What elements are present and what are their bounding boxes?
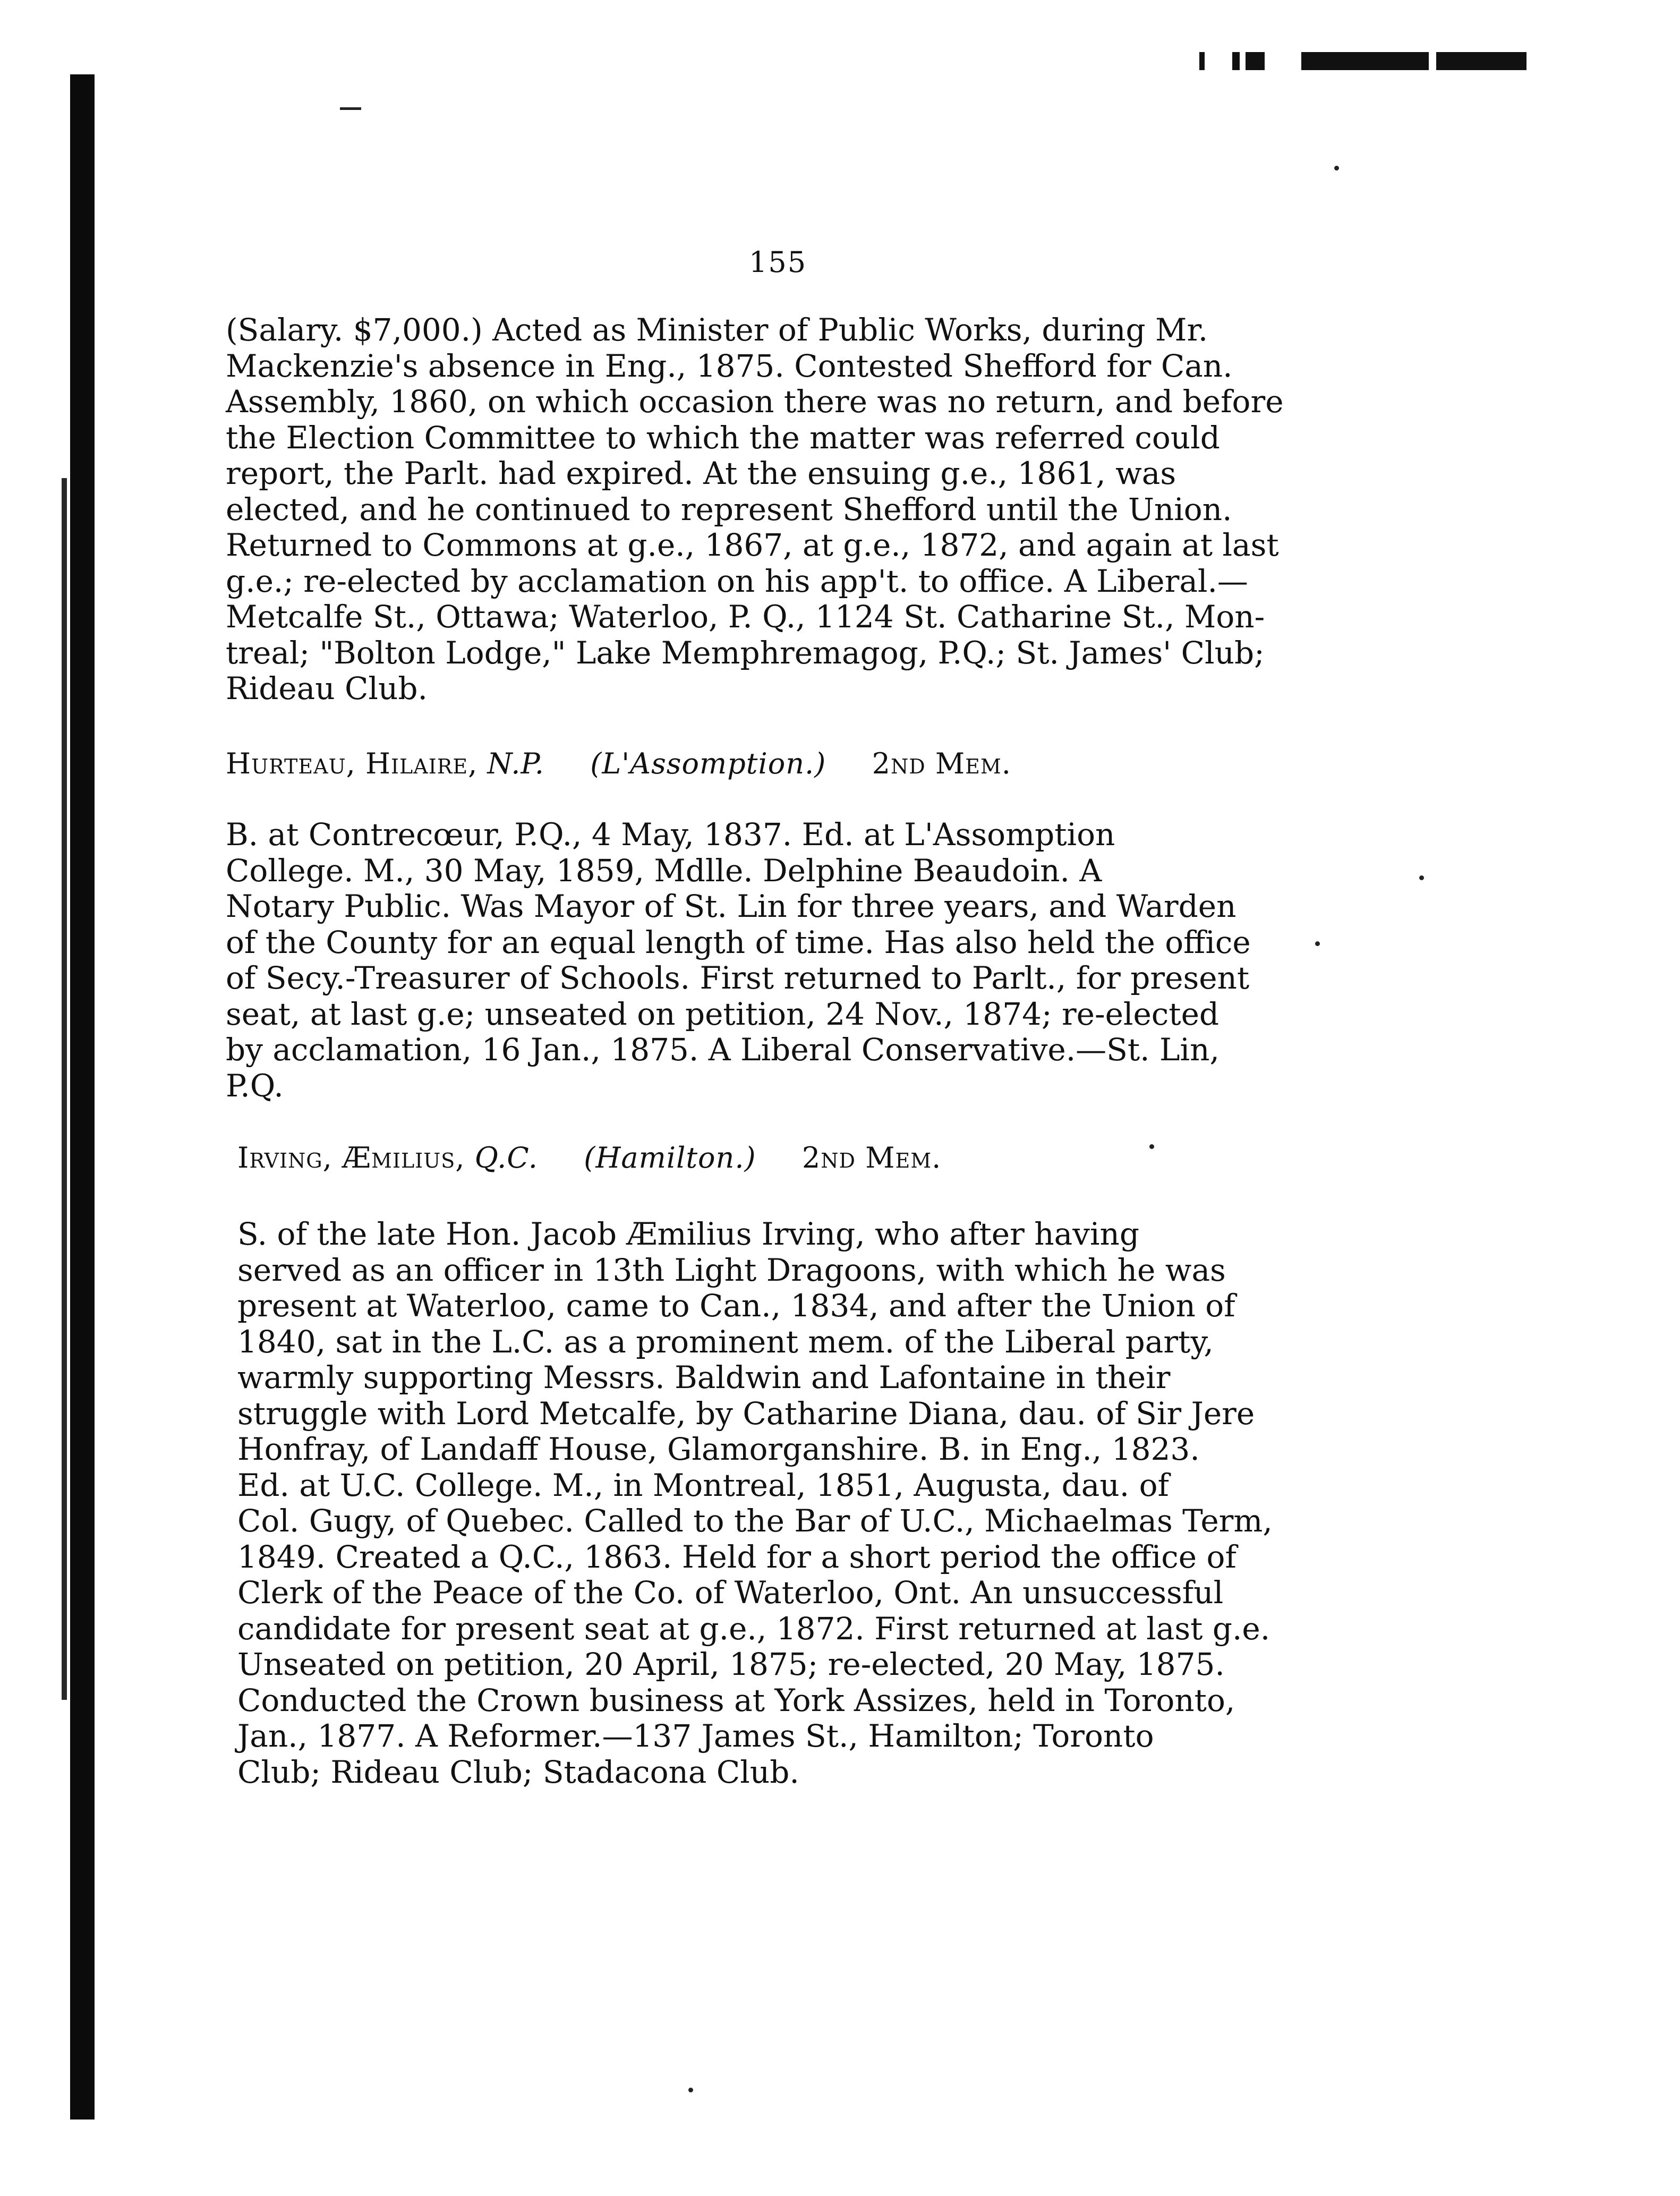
- scan-speck: [1419, 875, 1424, 880]
- scan-dash: [340, 107, 361, 110]
- scan-mark: [1232, 52, 1240, 70]
- entry-title: N.P.: [487, 747, 544, 780]
- scan-mark: [1436, 52, 1527, 70]
- entry-constituency: (Hamilton.): [584, 1141, 756, 1174]
- scan-speck: [688, 2088, 693, 2092]
- scan-mark: [1246, 52, 1265, 70]
- entry-name: Irving, Æmilius,: [237, 1141, 465, 1174]
- entry-text-hurteau: B. at Contrecœur, P.Q., 4 May, 1837. Ed. at L'Assomption College. M., 30 May, 1859, Mdlle. Delphine Beaudoin. A Notary Public. Was Mayor of St. Lin for three years, and Warden of the County for an equal length of time. Has also held the office of Secy.-Treasurer of Schools. First returned to Parlt., for present seat, at last g.e; unseated on petition, 24 Nov., 1874; re-elected by acclamation, 16 Jan., 1875. A Liberal Conservative.—St. Lin, P.Q.: [226, 816, 1251, 1104]
- entry-constituency: (L'Assomption.): [590, 747, 826, 780]
- scan-binding-shadow: [62, 478, 67, 1700]
- entry-continued-text: (Salary. $7,000.) Acted as Minister of Public Works, during Mr. Mackenzie's absence in Eng., 1875. Contested Shefford for Can. Assembly, 1860, on which occasion there was no return, and before the Election Committee to which the matter was referred could report, the Parlt. had expired. At the ensuing g.e., 1861, was elected, and he continued to represent Shefford until the Union. Returned to Commons at g.e., 1867, at g.e., 1872, and again at last g.e.; re-elected by acclamation on his app't. to office. A Liberal.— Metcalfe St., Ottawa; Waterloo, P. Q., 1124 St. Catharine St., Mon- treal; "Bolton Lodge," Lake Memphremagog, P.Q.; St. James' Club; Rideau Club.: [226, 312, 1284, 707]
- entry-heading-hurteau: [226, 747, 1011, 780]
- entry-title: Q.C.: [474, 1141, 538, 1174]
- scan-mark: [1199, 52, 1205, 70]
- scan-speck: [1334, 166, 1339, 171]
- entry-member: 2nd Mem.: [872, 747, 1011, 780]
- entry-member: 2nd Mem.: [801, 1141, 942, 1174]
- scan-mark: [1301, 52, 1429, 70]
- scan-speck: [1149, 1144, 1154, 1149]
- entry-name: Hurteau, Hilaire,: [226, 747, 478, 780]
- entry-heading-irving: [237, 1141, 941, 1174]
- entry-text-irving: S. of the late Hon. Jacob Æmilius Irving, who after having served as an officer in 13th Light Dragoons, with which he was present at Waterloo, came to Can., 1834, and after the Union of 1840, sat in the L.C. as a prominent mem. of the Liberal party, warmly supporting Messrs. Baldwin and Lafontaine in their struggle with Lord Metcalfe, by Catharine Diana, dau. of Sir Jere Honfray, of Landaff House, Glamorganshire. B. in Eng., 1823. Ed. at U.C. College. M., in Montreal, 1851, Augusta, dau. of Col. Gugy, of Quebec. Called to the Bar of U.C., Michaelmas Term, 1849. Created a Q.C., 1863. Held for a short period the office of Clerk of the Peace of the Co. of Waterloo, Ont. An unsuccessful candidate for present seat at g.e., 1872. First returned at last g.e. Unseated on petition, 20 April, 1875; re-elected, 20 May, 1875. Conducted the Crown business at York Assizes, held in Toronto, Jan., 1877. A Reformer.—137 James St., Hamilton; Toronto Club; Rideau Club; Stadacona Club.: [237, 1216, 1273, 1790]
- page-number: 155: [749, 245, 807, 279]
- scan-binding-edge: [70, 74, 95, 2120]
